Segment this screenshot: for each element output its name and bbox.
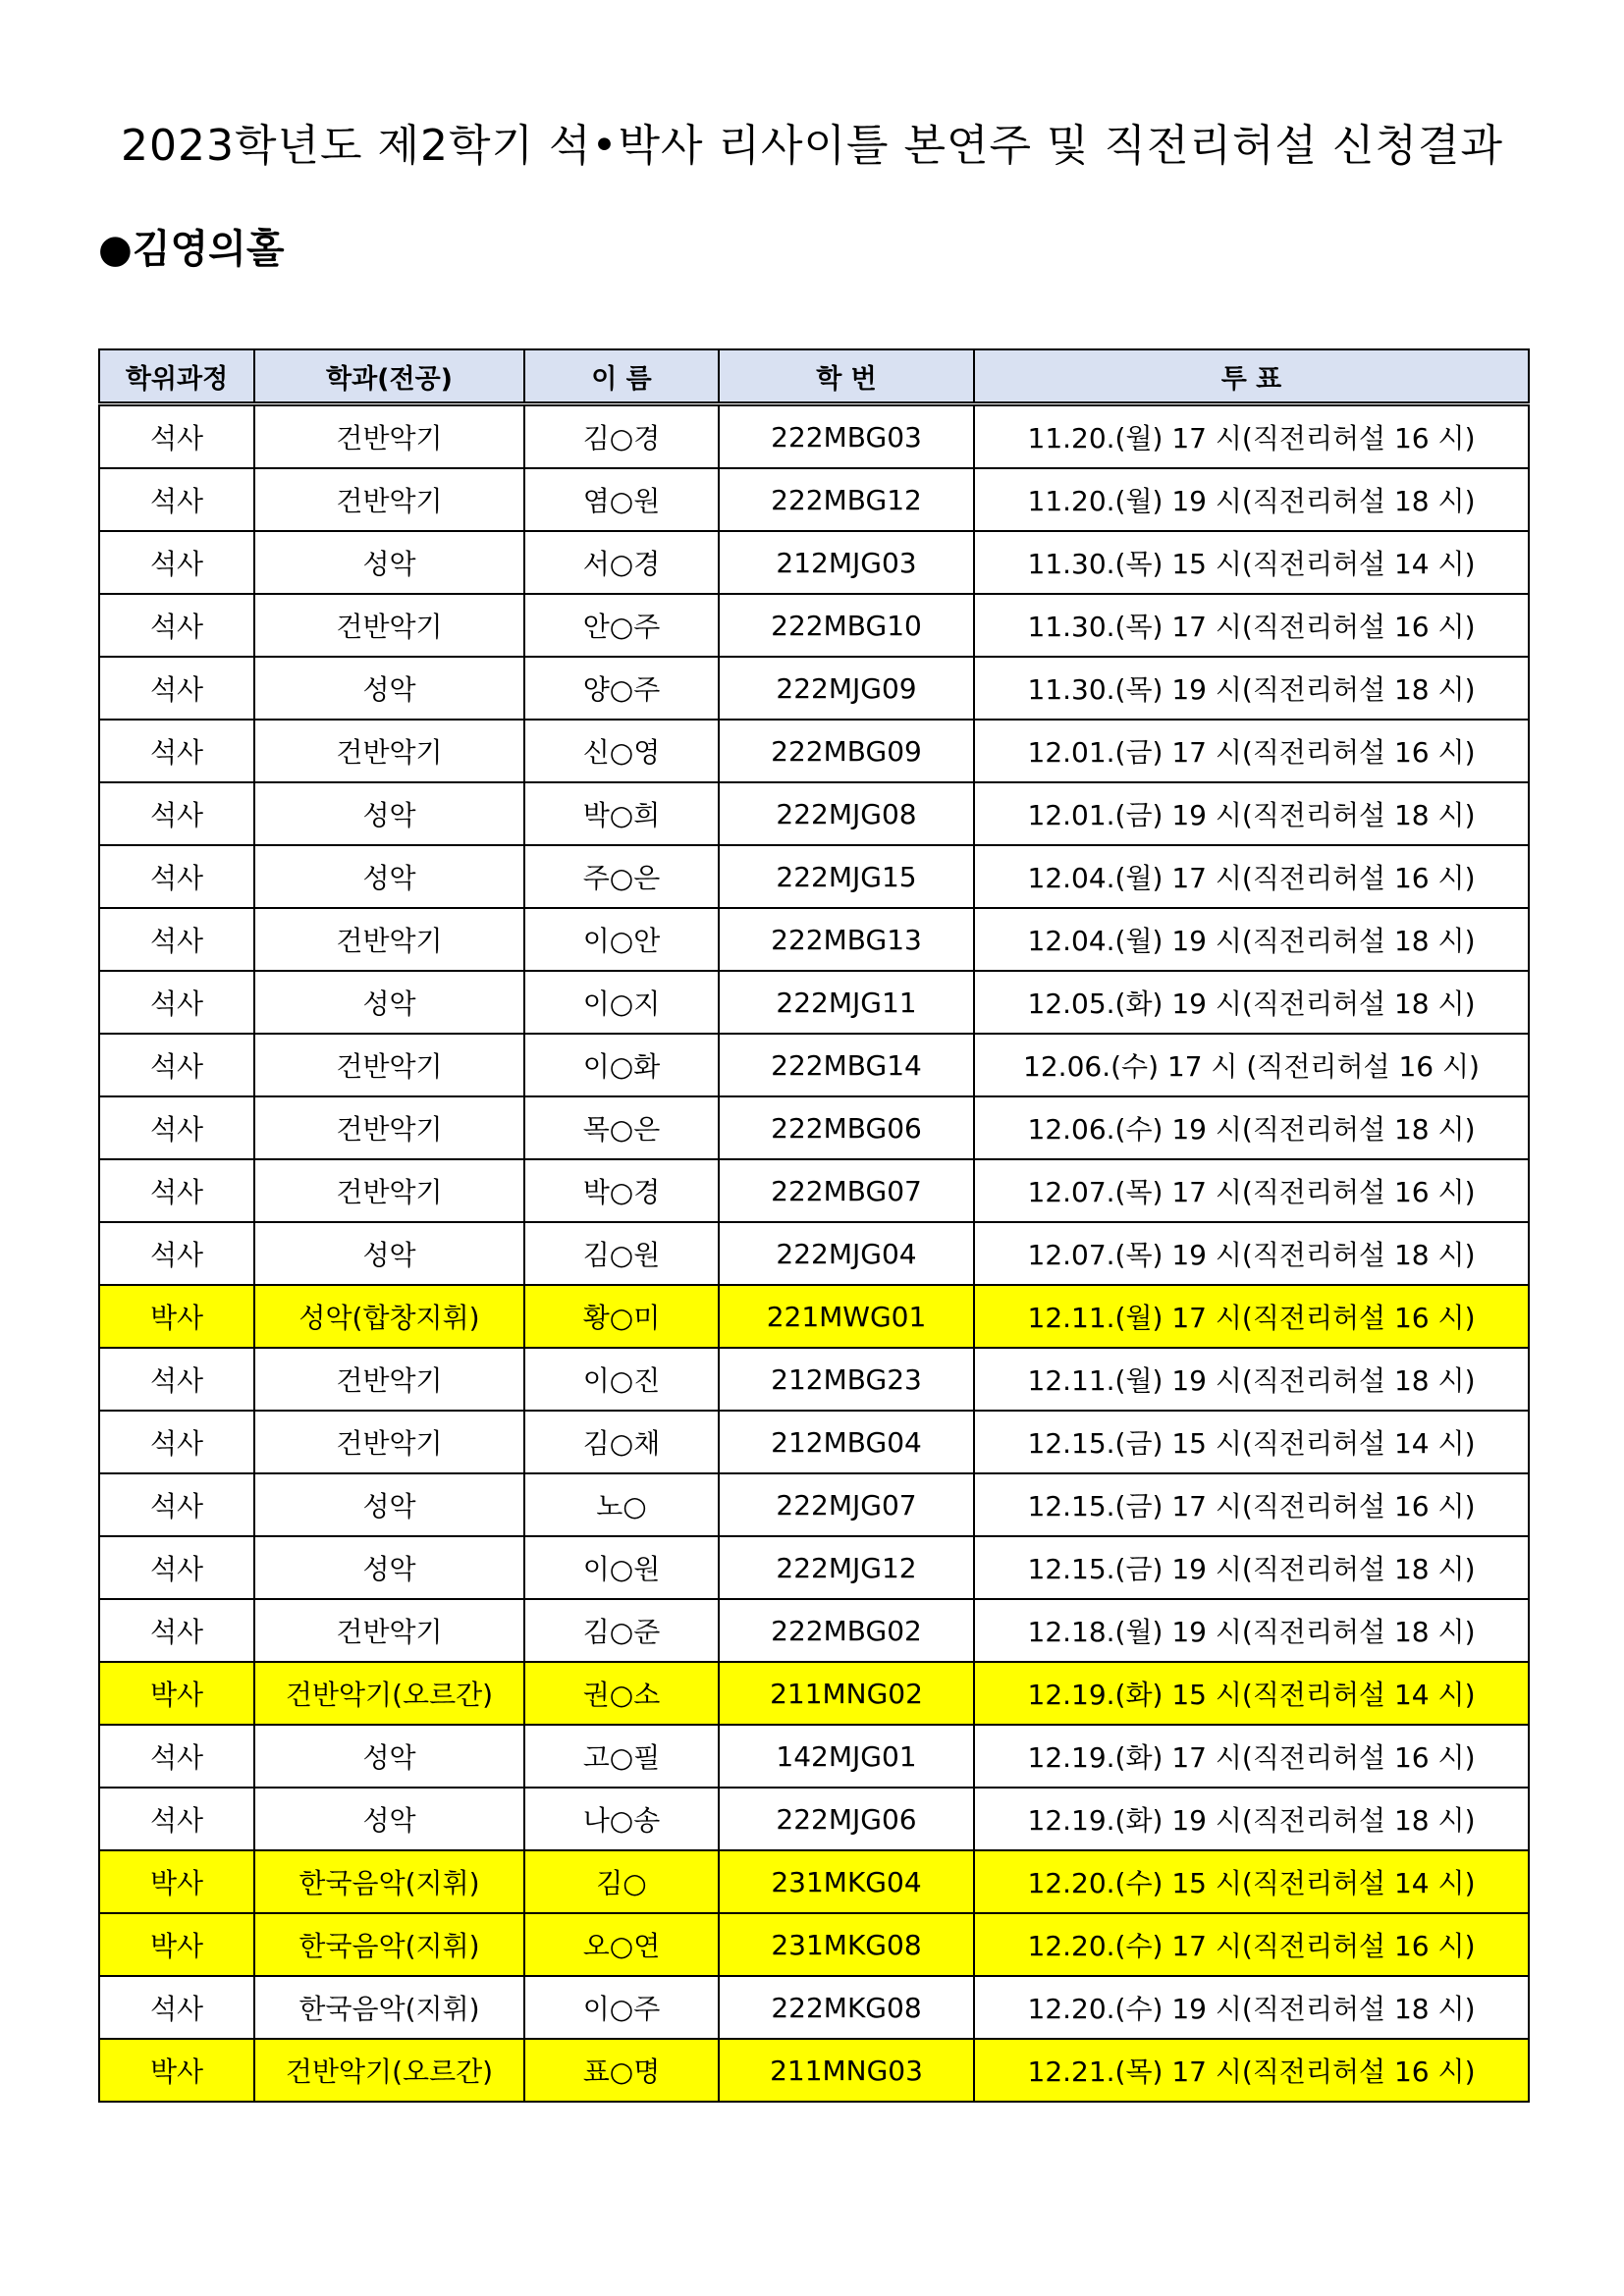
cell-student-id: 212MBG04 xyxy=(719,1411,974,1473)
cell-student-id: 222MBG02 xyxy=(719,1599,974,1662)
cell-major: 성악 xyxy=(254,1788,524,1850)
cell-name: 목○은 xyxy=(524,1096,719,1159)
column-header-major: 학과(전공) xyxy=(254,349,524,404)
cell-schedule: 12.01.(금) 17 시(직전리허설 16 시) xyxy=(974,720,1529,782)
cell-name: 노○ xyxy=(524,1473,719,1536)
cell-name: 염○원 xyxy=(524,468,719,531)
recital-schedule-table xyxy=(98,348,1530,2103)
cell-student-id: 212MBG23 xyxy=(719,1348,974,1411)
cell-student-id: 142MJG01 xyxy=(719,1725,974,1788)
cell-major: 건반악기 xyxy=(254,720,524,782)
cell-name: 이○주 xyxy=(524,1976,719,2039)
cell-schedule: 11.20.(월) 19 시(직전리허설 18 시) xyxy=(974,468,1529,531)
table-row xyxy=(99,1662,1529,1725)
table-row xyxy=(99,404,1529,469)
cell-student-id: 231MKG08 xyxy=(719,1913,974,1976)
cell-student-id: 222MBG12 xyxy=(719,468,974,531)
cell-name: 김○채 xyxy=(524,1411,719,1473)
cell-student-id: 222MJG09 xyxy=(719,657,974,720)
cell-schedule: 12.19.(화) 15 시(직전리허설 14 시) xyxy=(974,1662,1529,1725)
cell-major: 성악 xyxy=(254,782,524,845)
cell-major: 건반악기(오르간) xyxy=(254,1662,524,1725)
cell-degree: 석사 xyxy=(99,657,254,720)
table-header-row xyxy=(99,349,1529,404)
cell-name: 서○경 xyxy=(524,531,719,594)
cell-student-id: 222MJG04 xyxy=(719,1222,974,1285)
cell-degree: 박사 xyxy=(99,1662,254,1725)
cell-schedule: 12.15.(금) 15 시(직전리허설 14 시) xyxy=(974,1411,1529,1473)
cell-major: 건반악기 xyxy=(254,404,524,469)
cell-name: 김○원 xyxy=(524,1222,719,1285)
cell-name: 이○진 xyxy=(524,1348,719,1411)
cell-major: 성악 xyxy=(254,971,524,1034)
cell-major: 건반악기 xyxy=(254,908,524,971)
cell-student-id: 222MJG12 xyxy=(719,1536,974,1599)
cell-degree: 박사 xyxy=(99,1913,254,1976)
cell-schedule: 12.04.(월) 19 시(직전리허설 18 시) xyxy=(974,908,1529,971)
table-row xyxy=(99,1096,1529,1159)
cell-student-id: 222MKG08 xyxy=(719,1976,974,2039)
table-body xyxy=(99,404,1529,2103)
cell-schedule: 11.30.(목) 15 시(직전리허설 14 시) xyxy=(974,531,1529,594)
table-row xyxy=(99,2039,1529,2102)
cell-student-id: 222MBG06 xyxy=(719,1096,974,1159)
cell-schedule: 12.07.(목) 19 시(직전리허설 18 시) xyxy=(974,1222,1529,1285)
column-header-degree: 학위과정 xyxy=(99,349,254,404)
cell-schedule: 12.19.(화) 19 시(직전리허설 18 시) xyxy=(974,1788,1529,1850)
cell-degree: 석사 xyxy=(99,971,254,1034)
cell-major: 건반악기 xyxy=(254,594,524,657)
cell-name: 오○연 xyxy=(524,1913,719,1976)
cell-degree: 석사 xyxy=(99,1599,254,1662)
cell-student-id: 222MJG11 xyxy=(719,971,974,1034)
cell-schedule: 12.15.(금) 19 시(직전리허설 18 시) xyxy=(974,1536,1529,1599)
table-row xyxy=(99,1850,1529,1913)
column-header-schedule: 투 표 xyxy=(974,349,1529,404)
table-row xyxy=(99,531,1529,594)
cell-student-id: 222MBG09 xyxy=(719,720,974,782)
cell-degree: 박사 xyxy=(99,2039,254,2102)
table-row xyxy=(99,594,1529,657)
cell-degree: 박사 xyxy=(99,1285,254,1348)
table-row xyxy=(99,1976,1529,2039)
cell-student-id: 231MKG04 xyxy=(719,1850,974,1913)
cell-schedule: 11.30.(목) 19 시(직전리허설 18 시) xyxy=(974,657,1529,720)
table-row xyxy=(99,1473,1529,1536)
cell-major: 건반악기 xyxy=(254,1034,524,1096)
cell-schedule: 11.20.(월) 17 시(직전리허설 16 시) xyxy=(974,404,1529,469)
cell-degree: 석사 xyxy=(99,404,254,469)
cell-name: 이○지 xyxy=(524,971,719,1034)
cell-major: 건반악기 xyxy=(254,468,524,531)
cell-name: 안○주 xyxy=(524,594,719,657)
cell-name: 이○화 xyxy=(524,1034,719,1096)
cell-degree: 석사 xyxy=(99,1096,254,1159)
cell-major: 건반악기 xyxy=(254,1159,524,1222)
cell-student-id: 222MJG08 xyxy=(719,782,974,845)
cell-student-id: 222MJG15 xyxy=(719,845,974,908)
table-row xyxy=(99,720,1529,782)
cell-schedule: 12.05.(화) 19 시(직전리허설 18 시) xyxy=(974,971,1529,1034)
cell-major: 한국음악(지휘) xyxy=(254,1850,524,1913)
cell-major: 성악 xyxy=(254,1222,524,1285)
cell-degree: 석사 xyxy=(99,1034,254,1096)
cell-schedule: 12.18.(월) 19 시(직전리허설 18 시) xyxy=(974,1599,1529,1662)
cell-major: 건반악기 xyxy=(254,1411,524,1473)
table-row xyxy=(99,845,1529,908)
cell-schedule: 12.20.(수) 17 시(직전리허설 16 시) xyxy=(974,1913,1529,1976)
table-row xyxy=(99,1034,1529,1096)
table-row xyxy=(99,1411,1529,1473)
cell-name: 박○희 xyxy=(524,782,719,845)
cell-major: 성악 xyxy=(254,845,524,908)
cell-name: 신○영 xyxy=(524,720,719,782)
table-row xyxy=(99,1285,1529,1348)
cell-name: 표○명 xyxy=(524,2039,719,2102)
cell-degree: 석사 xyxy=(99,1473,254,1536)
cell-schedule: 12.19.(화) 17 시(직전리허설 16 시) xyxy=(974,1725,1529,1788)
table-row xyxy=(99,971,1529,1034)
table-row xyxy=(99,1725,1529,1788)
cell-student-id: 222MBG13 xyxy=(719,908,974,971)
cell-major: 성악 xyxy=(254,657,524,720)
cell-degree: 석사 xyxy=(99,720,254,782)
cell-name: 나○송 xyxy=(524,1788,719,1850)
cell-degree: 석사 xyxy=(99,782,254,845)
table-row xyxy=(99,908,1529,971)
cell-major: 성악 xyxy=(254,1536,524,1599)
table-row xyxy=(99,782,1529,845)
column-header-name: 이 름 xyxy=(524,349,719,404)
cell-major: 한국음악(지휘) xyxy=(254,1913,524,1976)
cell-degree: 석사 xyxy=(99,1348,254,1411)
cell-student-id: 222MBG14 xyxy=(719,1034,974,1096)
cell-name: 양○주 xyxy=(524,657,719,720)
cell-student-id: 222MJG07 xyxy=(719,1473,974,1536)
cell-student-id: 212MJG03 xyxy=(719,531,974,594)
cell-schedule: 12.11.(월) 17 시(직전리허설 16 시) xyxy=(974,1285,1529,1348)
cell-major: 한국음악(지휘) xyxy=(254,1976,524,2039)
cell-major: 성악 xyxy=(254,531,524,594)
cell-degree: 석사 xyxy=(99,1976,254,2039)
table-row xyxy=(99,1599,1529,1662)
cell-name: 권○소 xyxy=(524,1662,719,1725)
cell-name: 박○경 xyxy=(524,1159,719,1222)
cell-schedule: 12.07.(목) 17 시(직전리허설 16 시) xyxy=(974,1159,1529,1222)
cell-major: 건반악기 xyxy=(254,1599,524,1662)
cell-degree: 석사 xyxy=(99,1725,254,1788)
cell-schedule: 12.11.(월) 19 시(직전리허설 18 시) xyxy=(974,1348,1529,1411)
table-row xyxy=(99,468,1529,531)
cell-student-id: 222MBG07 xyxy=(719,1159,974,1222)
cell-degree: 석사 xyxy=(99,1159,254,1222)
table-row xyxy=(99,1536,1529,1599)
cell-degree: 석사 xyxy=(99,1411,254,1473)
hall-section-heading: ●김영의홀 xyxy=(98,227,285,272)
cell-name: 이○안 xyxy=(524,908,719,971)
cell-name: 주○은 xyxy=(524,845,719,908)
cell-degree: 박사 xyxy=(99,1850,254,1913)
cell-degree: 석사 xyxy=(99,468,254,531)
cell-major: 건반악기 xyxy=(254,1348,524,1411)
cell-schedule: 12.06.(수) 19 시(직전리허설 18 시) xyxy=(974,1096,1529,1159)
cell-schedule: 11.30.(목) 17 시(직전리허설 16 시) xyxy=(974,594,1529,657)
cell-degree: 석사 xyxy=(99,908,254,971)
cell-degree: 석사 xyxy=(99,1788,254,1850)
cell-student-id: 222MJG06 xyxy=(719,1788,974,1850)
column-header-student-id: 학 번 xyxy=(719,349,974,404)
cell-name: 김○경 xyxy=(524,404,719,469)
cell-name: 고○필 xyxy=(524,1725,719,1788)
table-row xyxy=(99,1788,1529,1850)
cell-major: 건반악기 xyxy=(254,1096,524,1159)
cell-major: 성악(합창지휘) xyxy=(254,1285,524,1348)
cell-schedule: 12.04.(월) 17 시(직전리허설 16 시) xyxy=(974,845,1529,908)
cell-schedule: 12.01.(금) 19 시(직전리허설 18 시) xyxy=(974,782,1529,845)
cell-name: 이○원 xyxy=(524,1536,719,1599)
cell-student-id: 222MBG10 xyxy=(719,594,974,657)
table-row xyxy=(99,1348,1529,1411)
cell-schedule: 12.15.(금) 17 시(직전리허설 16 시) xyxy=(974,1473,1529,1536)
table-row xyxy=(99,1913,1529,1976)
cell-schedule: 12.20.(수) 15 시(직전리허설 14 시) xyxy=(974,1850,1529,1913)
cell-student-id: 211MNG02 xyxy=(719,1662,974,1725)
cell-schedule: 12.21.(목) 17 시(직전리허설 16 시) xyxy=(974,2039,1529,2102)
cell-student-id: 222MBG03 xyxy=(719,404,974,469)
table-row xyxy=(99,1159,1529,1222)
cell-degree: 석사 xyxy=(99,531,254,594)
cell-degree: 석사 xyxy=(99,1222,254,1285)
cell-name: 황○미 xyxy=(524,1285,719,1348)
cell-major: 건반악기(오르간) xyxy=(254,2039,524,2102)
cell-student-id: 211MNG03 xyxy=(719,2039,974,2102)
cell-name: 김○ xyxy=(524,1850,719,1913)
cell-major: 성악 xyxy=(254,1725,524,1788)
cell-degree: 석사 xyxy=(99,1536,254,1599)
document-title: 2023학년도 제2학기 석•박사 리사이틀 본연주 및 직전리허설 신청결과 xyxy=(121,121,1503,171)
cell-schedule: 12.06.(수) 17 시 (직전리허설 16 시) xyxy=(974,1034,1529,1096)
cell-student-id: 221MWG01 xyxy=(719,1285,974,1348)
table-row xyxy=(99,657,1529,720)
table-row xyxy=(99,1222,1529,1285)
cell-major: 성악 xyxy=(254,1473,524,1536)
cell-degree: 석사 xyxy=(99,845,254,908)
cell-name: 김○준 xyxy=(524,1599,719,1662)
recital-schedule-table-container xyxy=(98,348,1528,2103)
cell-schedule: 12.20.(수) 19 시(직전리허설 18 시) xyxy=(974,1976,1529,2039)
cell-degree: 석사 xyxy=(99,594,254,657)
